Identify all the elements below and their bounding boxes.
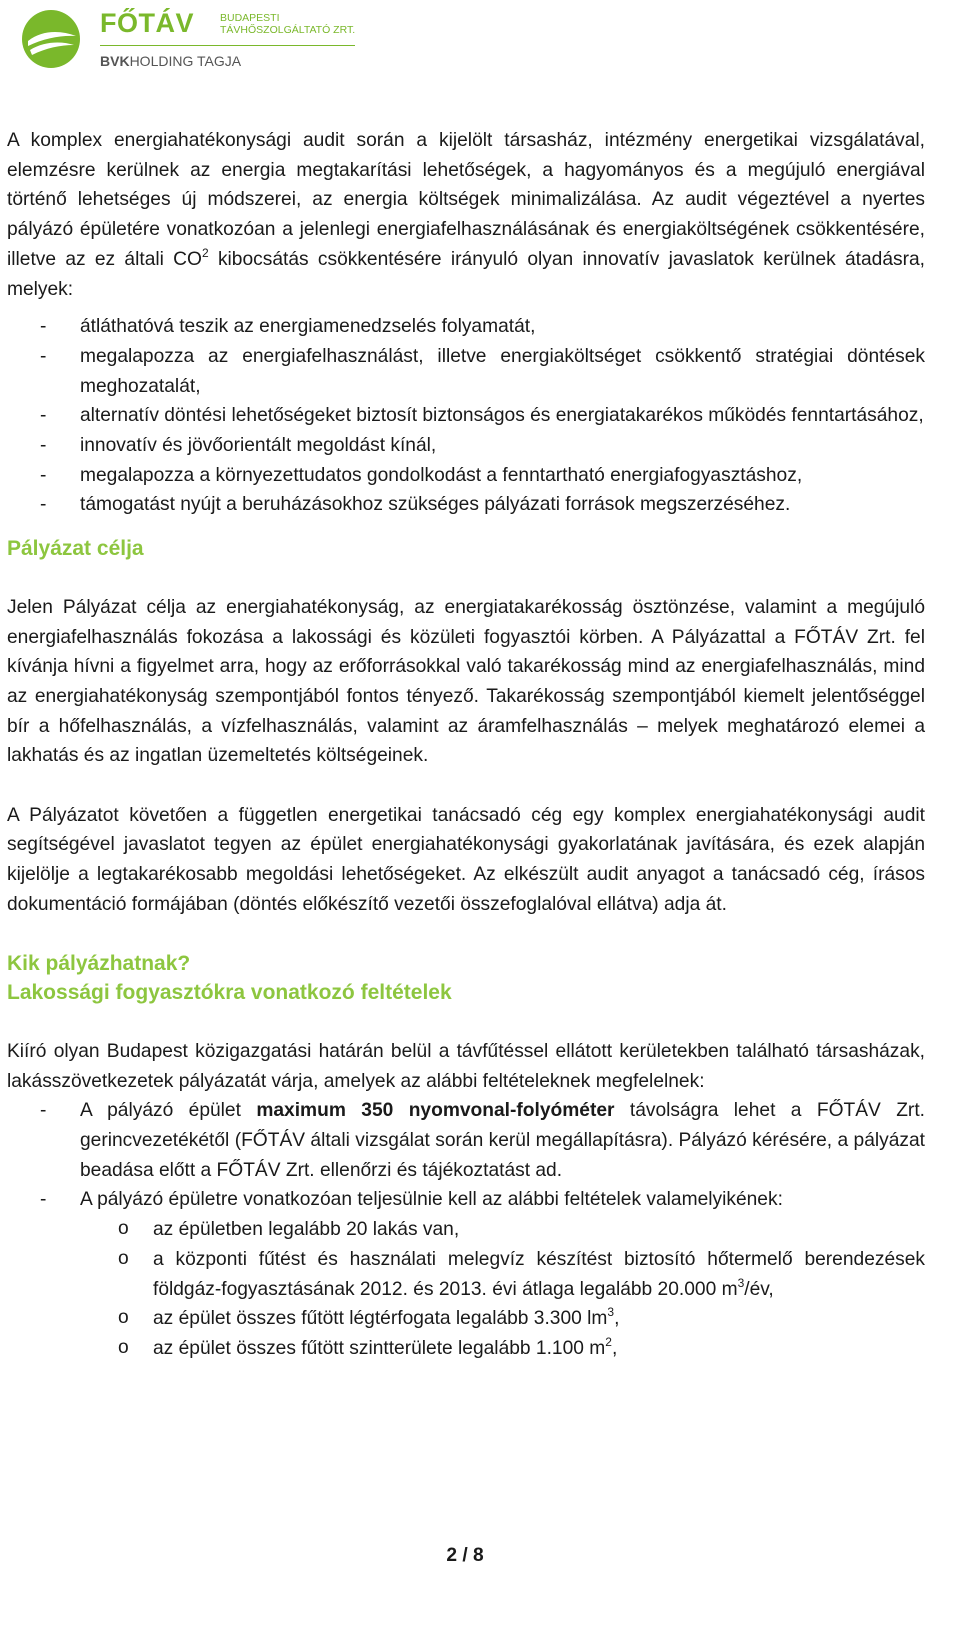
condition-text: távolságra lehet a FŐTÁV Zrt. gerincvezetékétől (FŐTÁV általi vizsgálat során kerül megállapításra). Pályázó kérésére, a pályázat beadása előtt a FŐTÁV Zrt. ellenőrzi és tájékoztatást ad. (80, 1100, 925, 1181)
superscript: 3 (737, 1275, 745, 1290)
criteria-text: a központi fűtést és használati melegvíz készítést biztosító hőtermelő berendezések földgáz-fogyasztásának 2012. és 2013. évi átlaga legalább 20.000 m (153, 1248, 925, 1300)
page-number: 2 / 8 (446, 1545, 484, 1566)
list-item: - A pályázó épületre vonatkozóan teljesülnie kell az alábbi feltételek valamelyikének: (7, 1185, 925, 1215)
section-heading-eligibility: Kik pályázhatnak? (7, 952, 191, 976)
logo-divider (100, 45, 355, 46)
list-item (80, 1334, 925, 1364)
list-item: - támogatást nyújt a beruházásokhoz szükséges pályázati források megszerzéséhez. (7, 490, 925, 520)
list-item: - innovatív és jövőorientált megoldást kínál, (7, 431, 925, 461)
intro-benefits-list (7, 312, 925, 520)
superscript: 3 (607, 1305, 615, 1320)
list-item: - átláthatóvá teszik az energiamenedzselés folyamatát, (7, 312, 925, 342)
criteria-text: , (611, 1337, 618, 1359)
purpose-paragraph-1: Jelen Pályázat célja az energiahatékonyság, az energiatakarékosság ösztönzése, valamint a megújuló energiafelhasználás fokozása a lakossági és közületi fogyasztói körben. A Pályázattal a FŐTÁV Zrt. fel kívánja hívni a figyelmet arra, hogy az erőforrásokkal való takarékosság mind az energiafelhasználás, mind az energiahatékonyság szempontjából fontos tényező. Takarékosság szempontjából kiemelt jelentőséggel bír a hőfelhasználás, a vízfelhasználás, valamint az áramfelhasználás – melyek meghatározó elemei a lakhatás és az ingatlan üzemeltetés költségeinek. (7, 596, 925, 767)
brand-name: FŐTÁV (100, 8, 194, 38)
criteria-text: az épület összes fűtött légtérfogata legalább 3.300 lm (153, 1308, 608, 1330)
eligibility-conditions-list (7, 1096, 925, 1215)
list-item (7, 1096, 925, 1185)
section-heading-purpose: Pályázat célja (7, 537, 144, 561)
holding-label (100, 53, 241, 69)
criteria-text: /év, (744, 1278, 774, 1300)
eligibility-paragraph: Kiíró olyan Budapest közigazgatási határán belül a távfűtéssel ellátott kerületekben található társasházak, lakásszövetkezetek pályázatát várja, amelyek az alábbi feltételeknek megfelelnek: (7, 1040, 925, 1092)
building-criteria-list (7, 1215, 925, 1364)
condition-text: A pályázó épület (80, 1100, 257, 1122)
brand-subtitle (220, 12, 355, 36)
criteria-text: , (614, 1308, 620, 1330)
fotav-leaf-icon (20, 8, 82, 70)
condition-bold: maximum 350 nyomvonal-folyóméter (256, 1100, 615, 1122)
co2-subscript: 2 (201, 245, 209, 260)
superscript: 2 (605, 1334, 612, 1349)
list-item (80, 1304, 925, 1334)
criteria-text: az épület összes fűtött szintterülete legalább 1.100 m (153, 1337, 606, 1359)
holding-bold: BVK (100, 53, 130, 69)
fotav-logo (20, 8, 360, 68)
document-body (7, 126, 925, 1364)
list-item: - megalapozza az energiafelhasználást, illetve energiaköltséget csökkentő stratégiai döntések meghozatalát, (7, 342, 925, 401)
section-subheading-residential: Lakossági fogyasztókra vonatkozó feltételek (7, 981, 452, 1005)
list-item (80, 1245, 925, 1304)
intro-text-end: kibocsátás csökkentésére irányuló olyan innovatív javaslatok kerülnek átadásra, melyek: (7, 248, 925, 300)
holding-rest: HOLDING TAGJA (129, 53, 242, 69)
list-item: - alternatív döntési lehetőségeket biztosít biztonságos és energiatakarékos működés fenntartásához, (7, 401, 925, 431)
brand-subtitle-line2: TÁVHŐSZOLGÁLTATÓ ZRT. (220, 24, 356, 36)
list-item: o az épületben legalább 20 lakás van, (80, 1215, 925, 1245)
purpose-paragraph-2: A Pályázatot követően a független energetikai tanácsadó cég egy komplex energiahatékonysági audit segítségével javaslatot tegyen az épület energiahatékonysági gyakorlatának javítására, és ezek alapján kijelölje a legtakarékosabb megoldási lehetőségeket. Az elkészült audit anyagot a tanácsadó cég, írásos dokumentáció formájában (döntés előkészítő vezetői összefoglalóval ellátva) adja át. (7, 804, 925, 915)
intro-text: A komplex energiahatékonysági audit során a kijelölt társasház, intézmény energetikai vizsgálatával, elemzésre kerülnek az energia megtakarítási lehetőségek, a hagyományos és a megújuló energiával történő lehetséges új módszerei, az energia költségek minimalizálása. Az audit végeztével a nyertes pályázó épületére vonatkozóan a jelenlegi energiafelhasználásának és energiaköltségének csökkentésére, illetve az ez általi CO (7, 130, 925, 270)
intro-paragraph (7, 126, 925, 304)
brand-subtitle-line1: BUDAPESTI (220, 12, 280, 24)
list-item: - megalapozza a környezettudatos gondolkodást a fenntartható energiafogyasztáshoz, (7, 461, 925, 491)
